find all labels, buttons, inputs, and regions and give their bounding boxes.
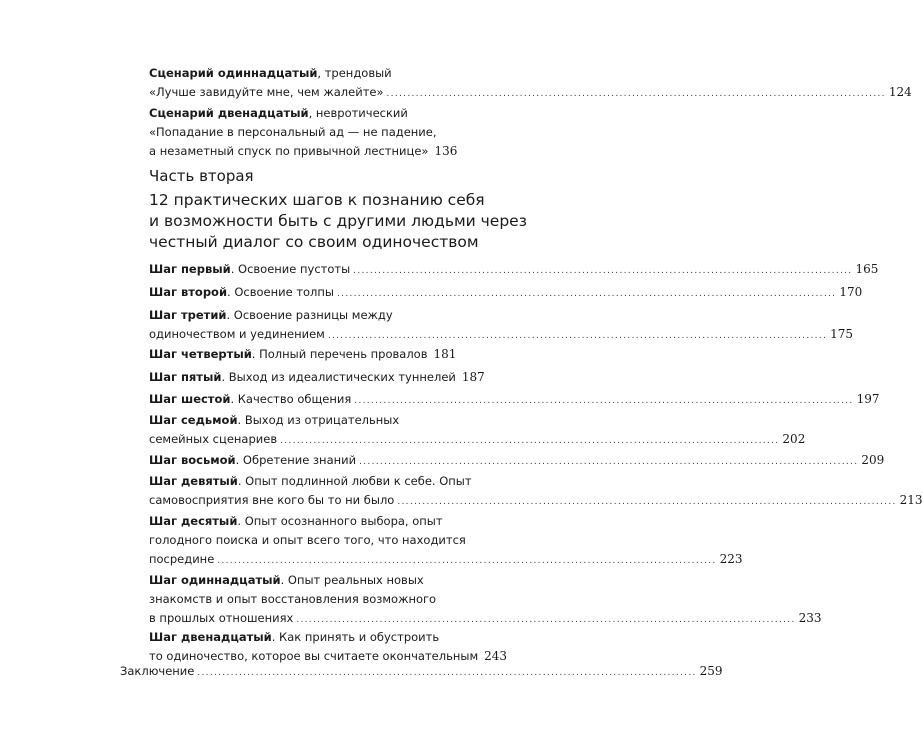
entry-text: «Лучше завидуйте мне, чем жалейте»: [149, 85, 384, 99]
page-number: 259: [699, 664, 723, 678]
entry-lead: Шаг четвертый: [149, 347, 252, 361]
entry-text: . Обретение знаний: [235, 453, 357, 467]
toc-entry-scenario-11[interactable]: [149, 64, 912, 104]
entry-lead: Шаг пятый: [149, 370, 222, 384]
toc-line: [149, 512, 453, 531]
toc-entry-step-8[interactable]: [149, 451, 885, 472]
entry-subtitle: , трендовый: [317, 66, 392, 80]
page-number: 209: [861, 453, 885, 467]
toc-line: [149, 104, 452, 123]
entry-text: самовосприятия вне кого бы то ни было: [149, 493, 395, 507]
entry-text: . Опыт реальных новых: [280, 573, 424, 587]
toc-entry-step-7[interactable]: [149, 411, 806, 451]
toc-line: [149, 64, 452, 83]
dot-leader: ........................................................................................................................: [197, 668, 697, 678]
page-number: 202: [782, 432, 806, 446]
page-number: 223: [719, 552, 743, 566]
part-title-line: и возможности быть с другими людьми через: [149, 212, 527, 230]
toc-entry-step-6[interactable]: [149, 390, 880, 411]
page-number: 136: [434, 144, 458, 158]
toc-entry-step-10[interactable]: [149, 512, 743, 571]
entry-lead: Шаг одиннадцатый: [149, 573, 281, 587]
entry-text: . Качество общения: [230, 392, 352, 406]
entry-text: . Освоение толпы: [227, 285, 334, 299]
toc-line: [149, 411, 453, 430]
toc-line-last: [149, 491, 923, 512]
entry-lead: Шаг шестой: [149, 392, 231, 406]
dot-leader: ........................................................................................................................: [280, 436, 780, 446]
entry-text: . Выход из отрицательных: [237, 413, 400, 427]
toc-entry-step-1[interactable]: [149, 260, 879, 281]
entry-text: одиночеством и уединением: [149, 327, 325, 341]
toc-entry-step-11[interactable]: [149, 571, 822, 630]
entry-text: а незаметный спуск по привычной лестнице»: [149, 144, 429, 158]
entry-subtitle: , невротический: [308, 106, 408, 120]
dot-leader: ........................................................................................................................: [397, 497, 897, 507]
entry-text: то одиночество, которое вы считаете окончательным: [149, 649, 479, 663]
toc-line: [149, 123, 452, 142]
toc-line-last: [149, 451, 885, 472]
toc-line: [149, 472, 472, 491]
entry-lead: Шаг десятый: [149, 514, 238, 528]
entry-text: . Опыт осознанного выбора, опыт: [237, 514, 443, 528]
entry-text: знакомств и опыт восстановления возможного: [149, 592, 437, 606]
entry-text: . Освоение разницы между: [226, 308, 393, 322]
dot-leader: ........................................................................................................................: [337, 289, 837, 299]
dot-leader: ........................................................................................................................: [386, 89, 886, 99]
toc-line: [149, 531, 466, 550]
toc-line-last: [149, 609, 822, 630]
entry-text: семейных сценариев: [149, 432, 278, 446]
entry-text: . Полный перечень провалов: [251, 347, 428, 361]
entry-lead: Шаг восьмой: [149, 453, 236, 467]
entry-lead: Шаг двенадцатый: [149, 630, 272, 644]
entry-text: голодного поиска и опыт всего того, что находится: [149, 533, 466, 547]
page-number: 175: [830, 327, 854, 341]
dot-leader: ........................................................................................................................: [353, 266, 853, 276]
page-number: 187: [461, 370, 485, 384]
page-number: 165: [855, 262, 879, 276]
dot-leader: ........................................................................................................................: [354, 396, 854, 406]
entry-text: . Освоение пустоты: [230, 262, 351, 276]
page-number: 197: [856, 392, 880, 406]
entry-text: Заключение: [120, 664, 195, 678]
dot-leader: ........................................................................................................................: [217, 556, 717, 566]
page-number: 124: [888, 85, 912, 99]
toc-line-last: [149, 142, 458, 163]
entry-lead: Шаг девятый: [149, 474, 238, 488]
page-number: 170: [839, 285, 863, 299]
entry-lead: Шаг седьмой: [149, 413, 238, 427]
entry-text: . Как принять и обустроить: [271, 630, 440, 644]
dot-leader: ........................................................................................................................: [327, 331, 828, 341]
entry-text: . Опыт подлинной любви к себе. Опыт: [237, 474, 472, 488]
toc-line-last: [149, 345, 457, 366]
entry-lead: Шаг второй: [149, 285, 228, 299]
toc-entry-step-2[interactable]: [149, 283, 863, 304]
part-label: Часть вторая: [149, 167, 254, 185]
entry-lead: Сценарий двенадцатый: [149, 106, 309, 120]
page-number: 181: [433, 347, 457, 361]
dot-leader: ........................................................................................................................: [359, 457, 859, 467]
entry-lead: Шаг третий: [149, 308, 227, 322]
dot-leader: ........................................................................................................................: [296, 615, 796, 625]
toc-line-last: [149, 325, 854, 346]
entry-text: . Выход из идеалистических туннелей: [221, 370, 456, 384]
toc-entry-conclusion[interactable]: [120, 662, 723, 683]
entry-text: «Попадание в персональный ад — не падение,: [149, 125, 437, 139]
page-number: 213: [899, 493, 923, 507]
toc-entry-step-5[interactable]: [149, 368, 485, 389]
part-title: [149, 190, 527, 253]
toc-entry-step-3[interactable]: [149, 306, 854, 346]
part-title-line: 12 практических шагов к познанию себя: [149, 191, 485, 209]
page-number: 243: [484, 649, 508, 663]
toc-line-last: [149, 283, 863, 304]
toc-line-last: [149, 260, 879, 281]
toc-line: [149, 628, 453, 647]
toc-entry-scenario-12[interactable]: [149, 104, 458, 163]
toc-line-last: [149, 368, 485, 389]
part-title-line: честный диалог со своим одиночеством: [149, 233, 479, 251]
toc-entry-step-9[interactable]: [149, 472, 923, 512]
page-number: 233: [798, 611, 822, 625]
toc-entry-step-4[interactable]: [149, 345, 457, 366]
entry-lead: Сценарий одиннадцатый: [149, 66, 318, 80]
entry-lead: Шаг первый: [149, 262, 231, 276]
entry-text: посредине: [149, 552, 215, 566]
toc-line-last: [149, 550, 743, 571]
toc-line-last: [120, 662, 723, 683]
toc-line-last: [149, 83, 912, 104]
toc-line: [149, 306, 453, 325]
toc-line: [149, 590, 453, 609]
toc-line-last: [149, 390, 880, 411]
toc-line: [149, 571, 453, 590]
toc-line-last: [149, 430, 806, 451]
entry-text: в прошлых отношениях: [149, 611, 294, 625]
